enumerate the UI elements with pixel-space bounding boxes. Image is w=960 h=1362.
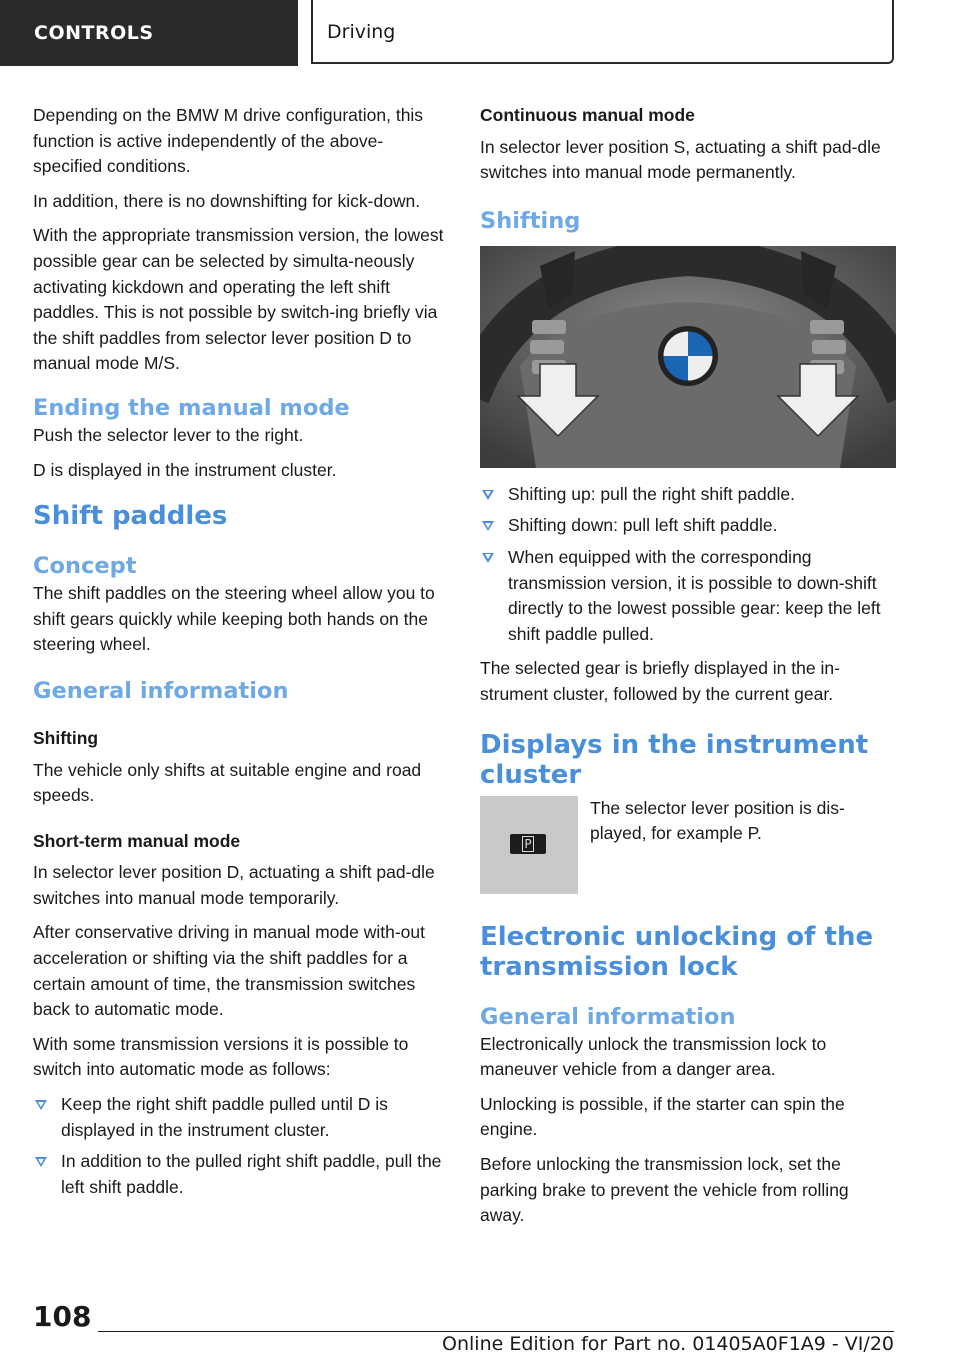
list-item: Shifting up: pull the right shift paddle. [480, 482, 896, 508]
footer-edition: Online Edition for Part no. 01405A0F1A9 - VI/20 [442, 1333, 894, 1355]
instrument-display-image [480, 796, 578, 894]
bullet-list [480, 482, 896, 648]
section-tab: CONTROLS [0, 0, 298, 66]
heading-short-term-manual-mode: Short-term manual mode [33, 830, 241, 851]
triangle-bullet-icon [35, 1100, 47, 1110]
heading-electronic-unlocking: Electronic unlocking of the transmission lock [480, 921, 874, 982]
paragraph: In selector lever position S, actuating a shift pad-dle switches into manual mode permanently. [480, 136, 881, 183]
heading-continuous-manual-mode: Continuous manual mode [480, 105, 695, 125]
paragraph: Push the selector lever to the right. [33, 424, 304, 445]
heading-shifting: Shifting [33, 727, 99, 748]
list-item: When equipped with the corresponding transmission version, it is possible to down-shift directly to the lowest possible gear: keep the left shift paddle pulled. [480, 545, 896, 647]
paragraph: The vehicle only shifts at suitable engine and road speeds. [33, 759, 422, 806]
heading-shifting: Shifting [480, 207, 581, 234]
heading-general-information: General information [480, 1003, 736, 1030]
paragraph: The selected gear is briefly displayed in the in-strument cluster, followed by the current gear. [480, 658, 840, 704]
footer-divider [98, 1331, 894, 1332]
list-item: In addition to the pulled right shift paddle, pull the left shift paddle. [33, 1149, 445, 1200]
page-number: 108 [33, 1300, 92, 1333]
paragraph: Unlocking is possible, if the starter can spin the engine. [480, 1093, 845, 1140]
gear-indicator-icon: P [510, 834, 546, 854]
right-column [480, 103, 896, 1238]
paragraph: The shift paddles on the steering wheel allow you to shift gears quickly while keeping both hands on the steering wheel. [33, 583, 435, 655]
triangle-bullet-icon [482, 521, 494, 531]
paragraph: Before unlocking the transmission lock, set the parking brake to prevent the vehicle from rolling away. [480, 1153, 849, 1226]
paragraph: Electronically unlock the transmission lock to maneuver vehicle from a danger area. [480, 1033, 827, 1080]
steering-wheel-illustration [480, 246, 896, 468]
display-example [480, 796, 896, 894]
triangle-bullet-icon [482, 490, 494, 500]
paragraph: After conservative driving in manual mode with-out acceleration or shifting via the shift paddles for a certain amount of time, the transmission switches back to automatic mode. [33, 922, 425, 1020]
heading-shift-paddles: Shift paddles [33, 501, 228, 532]
paragraph: With the appropriate transmission version, the lowest possible gear can be selected by simulta-neously activating kickdown and operating the left shift paddles. This is not possible by switch-ing briefly via the shift paddles from selector lever position D to manual mode M/S. [33, 225, 444, 374]
paragraph: In addition, there is no downshifting for kick-down. [33, 190, 421, 211]
paragraph: The selector lever position is dis-played, for example P. [590, 797, 845, 844]
steering-wheel-icon [480, 246, 896, 468]
triangle-bullet-icon [482, 553, 494, 563]
bullet-list [33, 1092, 445, 1200]
heading-general-information: General information [33, 677, 289, 704]
heading-displays-instrument-cluster: Displays in the instrument cluster [480, 729, 869, 790]
page-header [0, 0, 960, 66]
paragraph: Depending on the BMW M drive configuration, this function is active independently of the above-specified conditions. [33, 105, 424, 177]
list-item: Keep the right shift paddle pulled until D is displayed in the instrument cluster. [33, 1092, 445, 1143]
paragraph: In selector lever position D, actuating a shift pad-dle switches into manual mode temporarily. [33, 862, 435, 908]
heading-ending-manual-mode: Ending the manual mode [33, 394, 350, 421]
paragraph: With some transmission versions it is possible to switch into automatic mode as follows: [33, 1033, 409, 1080]
list-item: Shifting down: pull left shift paddle. [480, 513, 896, 539]
paragraph: D is displayed in the instrument cluster. [33, 459, 337, 480]
heading-concept: Concept [33, 553, 137, 580]
chapter-tab: Driving [311, 0, 894, 64]
left-column [33, 103, 445, 1209]
triangle-bullet-icon [35, 1157, 47, 1167]
